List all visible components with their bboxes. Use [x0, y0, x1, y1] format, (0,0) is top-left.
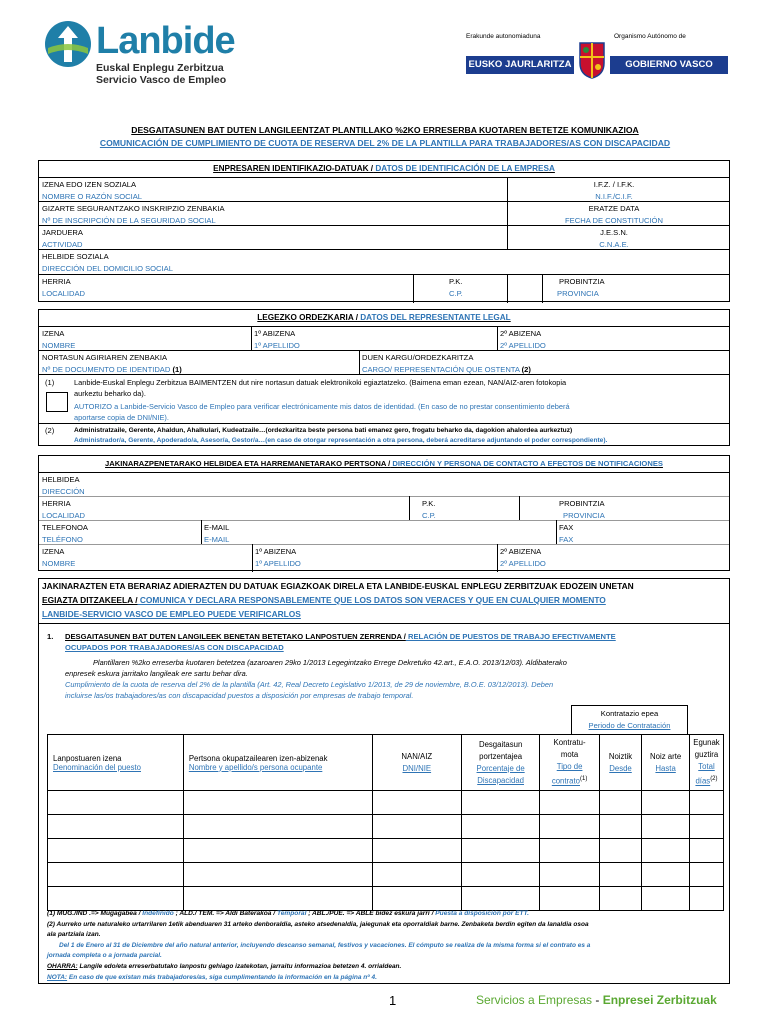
rep-surname1-label-es: 1º APELLIDO [254, 341, 300, 350]
note1-es: AUTORIZO a Lanbide-Servicio Vasco de Empleo para verificar electrónicamente mis datos de identidad. (En caso de no prestar consentimiento deberá [74, 402, 570, 411]
notif-province-label-es: PROVINCIA [563, 511, 605, 520]
rep-surname1-label: 1º ABIZENA [254, 329, 296, 338]
form-title-eu: DESGAITASUNEN BAT DUTEN LANGILEENTZAT PLANTILLAKO %2KO ERRESERBA KUOTAREN BETETZE KOMUNIKAZIOA [131, 125, 639, 135]
company-name-label-es: NOMBRE O RAZÓN SOCIAL [42, 192, 142, 201]
rep-position-label: DUEN KARGU/ORDEZKARITZA [362, 353, 474, 362]
notif-province-label: PROBINTZIA [559, 499, 605, 508]
note1-es-cont: aportarse copia de DNI/NIE). [74, 413, 169, 422]
notif-postal-label-es: C.P. [422, 511, 436, 520]
footnote-days-es-cont: jornada completa o a jornada parcial. [47, 952, 162, 959]
rep-position-label-es: CARGO/ REPRESENTACIÓN QUE OSTENTA (2) [362, 365, 531, 374]
rep-id-label: NORTASUN AGIRIAREN ZENBAKIA [42, 353, 168, 362]
point1-number: 1. [47, 632, 54, 641]
town-label-es: LOCALIDAD [42, 289, 86, 298]
legal-basis-es-cont: incluirse las/os trabajadores/as con discapacidad puestos a disposición por empresas de trabajo temporal. [65, 691, 414, 700]
rep-surname2-label: 2º ABIZENA [500, 329, 542, 338]
form-title-es: COMUNICACIÓN DE CUMPLIMIENTO DE CUOTA DE RESERVA DEL 2% DE LA PLANTILLA PARA TRABAJADORES/AS CON DISCAPACIDAD [99, 138, 671, 148]
social-address-label-es: DIRECCIÓN DEL DOMICILIO SOCIAL [42, 264, 173, 273]
section-heading: LEGEZKO ORDEZKARIA / DATOS DEL REPRESENTANTE LEGAL [257, 313, 511, 322]
postal-code-label-es: C.P. [449, 289, 463, 298]
col-contract-type: Kontratu- mota Tipo de contrato$^{(1)}$ [540, 735, 599, 791]
note-es: NOTA: En caso de que existan más trabajadores/as, siga cumplimentando la información en la página nº 4. [47, 974, 377, 981]
footnote-days-eu: (2) Aurreko urte naturaleko urtarrilaren 1etik abenduaren 31 arteko denboraldia, asteko atsedenaldia, jaiegunak eta oporraldiak barne. Zenbaketa berdin egiten da lanaldia osoa [47, 921, 589, 928]
section-heading: JAKINARAZPENETARAKO HELBIDEA ETA HARREMANETARAKO PERTSONA / DIRECCIÓN Y PERSONA DE CONTACTO A EFECTOS DE NOTIFICACIONES [105, 459, 663, 468]
col-occupant-name: Pertsona okupatzailearen izen-abizenak Nombre y apellido/s persona ocupante [183, 735, 372, 791]
notif-fax-label-es: FAX [559, 535, 574, 544]
notification-address-section [38, 455, 730, 571]
identity-authorization-checkbox[interactable] [46, 392, 68, 412]
logo-subtitle-es: Servicio Vasco de Empleo [96, 74, 227, 86]
notif-email-label-es: E-MAIL [204, 535, 230, 544]
notif-town-label-es: LOCALIDAD [42, 511, 86, 520]
notif-email-label: E-MAIL [204, 523, 230, 532]
note2-eu: Administratzaile, Gerente, Ahaldun, Ahalkulari, Kudeatzaile…(ordezkaritza beste persona bati emanez gero, frogatu beharko da, dagokion ahalordea aurkeztuz) [74, 427, 573, 434]
declaration-section [38, 578, 730, 984]
note2-marker: (2) [45, 426, 55, 435]
contract-period-header [571, 705, 688, 734]
table-row[interactable] [48, 815, 724, 839]
province-label-es: PROVINCIA [557, 289, 599, 298]
town-label: HERRIA [42, 277, 71, 286]
note-eu: OHARRA: Langile edo/eta erreserbatutako lanpostu gehiago izatekotan, jarraitu informazioa betetzen 4. orrialdean. [47, 963, 402, 970]
cnae-label: J.E.S.N. [600, 228, 628, 237]
col-from: Noiztik Desde [599, 735, 641, 791]
table-row[interactable] [48, 791, 724, 815]
gov-small-right: Organismo Autónomo de [614, 33, 686, 40]
declaration-line2: EGIAZTA DITZAKEELA / COMUNICA Y DECLARA RESPONSABLEMENTE QUE LOS DATOS SON VERACES Y QUE EN CUALQUIER MOMENTO [42, 595, 606, 605]
contact-surname1-label: 1º ABIZENA [255, 547, 297, 556]
activity-label-es: ACTIVIDAD [42, 240, 83, 249]
rep-name-label-es: NOMBRE [42, 341, 76, 350]
social-security-label: GIZARTE SEGURANTZAKO INSKRIPZIO ZENBAKIA [42, 204, 225, 213]
notif-address-label-es: DIRECCIÓN [42, 487, 85, 496]
legal-basis-eu-cont: enpresek eskura jarritako langileak ere sartu behar dira. [65, 669, 248, 678]
table-header-row [48, 735, 724, 791]
note2-es: Administrador/a, Gerente, Apoderado/a, Asesor/a, Gestor/a…(en caso de otorgar representación a otra persona, deberá acreditarse adjuntando el poder correspondiente). [74, 437, 608, 444]
contract-period-label-es: Periodo de Contratación [588, 721, 671, 730]
table-row[interactable] [48, 887, 724, 911]
point1-heading: DESGAITASUNEN BAT DUTEN LANGILEEK BENETAN BETETAKO LANPOSTUEN ZERRENDA / RELACIÓN DE PUESTOS DE TRABAJO EFECTIVAMENTE [65, 632, 616, 641]
col-disability-pct: Desgaitasun portzentajea Porcentaje de Discapacidad [461, 735, 540, 791]
notif-town-label: HERRIA [42, 499, 71, 508]
notif-postal-label: P.K. [422, 499, 436, 508]
contract-period-label: Kontratazio epea [600, 709, 659, 718]
nif-label: I.F.Z. / I.F.K. [593, 180, 635, 189]
constitution-date-label: ERATZE DATA [588, 204, 640, 213]
col-position-name: Lanpostuaren izena Denominación del puesto [48, 735, 184, 791]
note1-eu-cont: aurkeztu beharko da). [74, 389, 146, 398]
legal-representative-section [38, 309, 730, 446]
lanbide-logo [44, 18, 244, 88]
footnote-contract-types: (1) MUG./IND .=> Mugagabea / Indefinido ; ALD./ TEM. => Aldi Baterakoa / Temporal ; ABL./PUE. => ABLE bidez eskura jarri / Puesta a disposición por ETT. [47, 910, 529, 917]
note1-marker: (1) [45, 378, 55, 387]
social-security-label-es: Nº DE INSCRIPCIÓN DE LA SEGURIDAD SOCIAL [42, 216, 216, 225]
legal-basis-eu: Plantillaren %2ko erreserba kuotaren betetzea (azaroaren 29ko 1/2013 Legegintzako Errege Dekretuko 42.art., E.A.O. 2013/12/03). Aldibaterako [93, 658, 567, 667]
col-to: Noiz arte Hasta [642, 735, 690, 791]
col-total-days: Egunak guztira Total días$^{(2)}$ [689, 735, 723, 791]
point1-heading-cont: OCUPADOS POR TRABAJADORES/AS CON DISCAPACIDAD [65, 643, 284, 652]
rep-id-label-es: Nº DE DOCUMENTO DE IDENTIDAD (1) [42, 365, 182, 374]
cnae-label-es: C.N.A.E. [599, 240, 629, 249]
notif-fax-label: FAX [559, 523, 574, 532]
contact-surname1-label-es: 1º APELLIDO [255, 559, 301, 568]
contact-surname2-label: 2º ABIZENA [500, 547, 542, 556]
footer-service-label: Servicios a Empresas - Enpresei Zerbitzuak [476, 993, 717, 1007]
province-label: PROBINTZIA [559, 277, 605, 286]
postal-code-label: P.K. [449, 277, 463, 286]
notif-phone-label: TELEFONOA [42, 523, 88, 532]
page-number: 1 [389, 993, 397, 1008]
notif-address-label: HELBIDEA [42, 475, 80, 484]
section-heading: ENPRESAREN IDENTIFIKAZIO-DATUAK / DATOS DE IDENTIFICACIÓN DE LA EMPRESA [213, 164, 555, 173]
contact-surname2-label-es: 2º APELLIDO [500, 559, 546, 568]
legal-basis-es: Cumplimiento de la cuota de reserva del 2% de la plantilla (Art. 42, Real Decreto Legislativo 1/2013, de 29 de noviembre, B.O.E. 03/12/2013). Deben [65, 680, 554, 689]
notif-phone-label-es: TELÉFONO [42, 535, 83, 544]
note1-eu: Lanbide-Euskal Enplegu Zerbitzua BAIMENTZEN dut nire nortasun datuak elektronikoki egiaztatzeko. (Baimena eman ezean, NAN/AIZ-aren fotokopia [74, 378, 567, 387]
gov-bar-right: GOBIERNO VASCO [610, 56, 728, 74]
social-address-label: HELBIDE SOZIALA [42, 252, 109, 261]
positions-table [47, 734, 724, 911]
lanbide-logo-icon [44, 18, 92, 70]
table-row[interactable] [48, 863, 724, 887]
footnote-days-es: Del 1 de Enero al 31 de Diciembre del año natural anterior, incluyendo descanso semanal, festivos y vacaciones. El cómputo se realiza de la misma forma si el contrato es a [59, 942, 591, 949]
basque-government-logo [466, 33, 728, 83]
footnote-days-eu-cont: ala partziala izan. [47, 931, 101, 938]
contact-name-label-es: NOMBRE [42, 559, 76, 568]
declaration-es: LANBIDE-SERVICIO VASCO DE EMPLEO PUEDE VERIFICARLOS [42, 609, 301, 619]
table-row[interactable] [48, 839, 724, 863]
gov-small-left: Erakunde autonomiaduna [466, 33, 541, 40]
coat-of-arms-icon [578, 41, 606, 79]
logo-subtitle-eu: Euskal Enplegu Zerbitzua [96, 62, 224, 74]
constitution-date-label-es: FECHA DE CONSTITUCIÓN [565, 216, 663, 225]
rep-surname2-label-es: 2º APELLIDO [500, 341, 546, 350]
col-dni: NAN/AIZ DNI/NIE [372, 735, 461, 791]
declaration-eu: JAKINARAZTEN ETA BERARIAZ ADIERAZTEN DU DATUAK EGIAZKOAK DIRELA ETA LANBIDE-EUSKAL ENPLEGU ZERBITZUAK EDOZEIN UNETAN [42, 581, 634, 591]
contact-name-label: IZENA [42, 547, 65, 556]
nif-label-es: N.I.F./C.I.F. [595, 192, 633, 201]
company-identification-section [38, 160, 730, 302]
activity-label: JARDUERA [42, 228, 83, 237]
logo-wordmark: Lanbide [96, 20, 235, 62]
rep-name-label: IZENA [42, 329, 65, 338]
company-name-label: IZENA EDO IZEN SOZIALA [42, 180, 137, 189]
gov-bar-left: EUSKO JAURLARITZA [466, 56, 574, 74]
